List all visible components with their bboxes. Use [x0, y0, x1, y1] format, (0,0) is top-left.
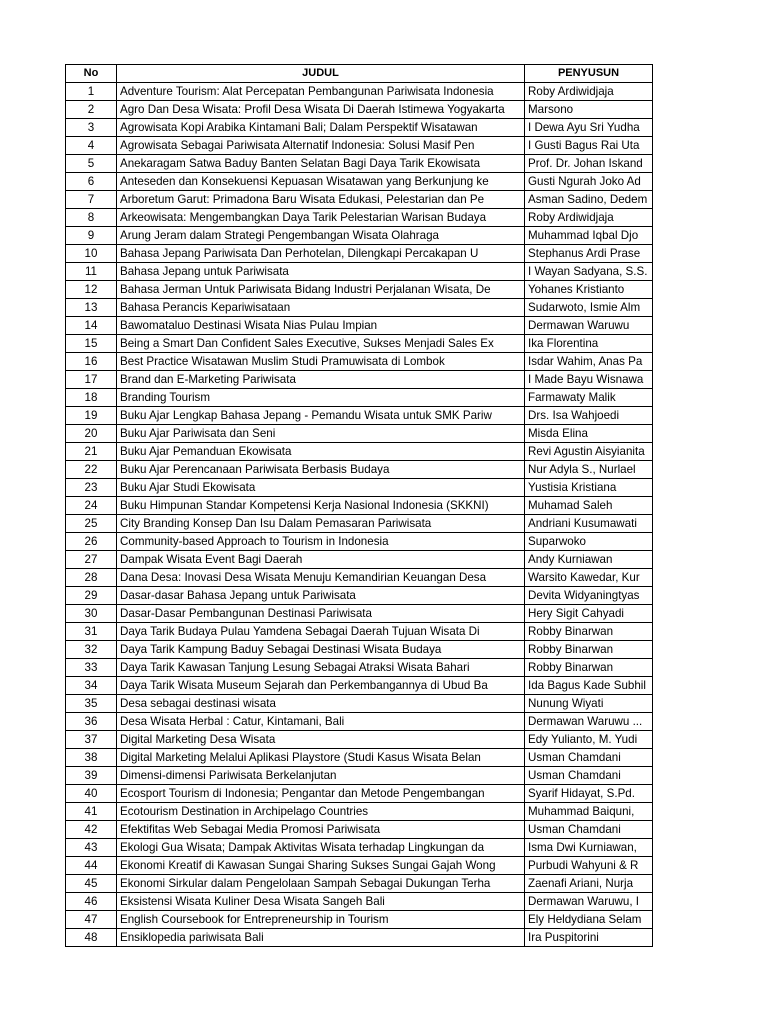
book-title: Dasar-Dasar Pembangunan Destinasi Pariwisata [117, 605, 525, 623]
row-number: 3 [66, 119, 117, 137]
book-author: Dermawan Waruwu [525, 317, 653, 335]
book-title: Arung Jeram dalam Strategi Pengembangan Wisata Olahraga [117, 227, 525, 245]
book-author: I Made Bayu Wisnawa [525, 371, 653, 389]
book-title: Anekaragam Satwa Baduy Banten Selatan Bagi Daya Tarik Ekowisata [117, 155, 525, 173]
row-number: 39 [66, 767, 117, 785]
book-title: Brand dan E-Marketing Pariwisata [117, 371, 525, 389]
book-author: Andy Kurniawan [525, 551, 653, 569]
table-row [66, 695, 653, 713]
book-author: Robby Binarwan [525, 623, 653, 641]
book-title: Adventure Tourism: Alat Percepatan Pembangunan Pariwisata Indonesia [117, 83, 525, 101]
row-number: 34 [66, 677, 117, 695]
row-number: 20 [66, 425, 117, 443]
table-row [66, 569, 653, 587]
table-row [66, 875, 653, 893]
book-title: Agro Dan Desa Wisata: Profil Desa Wisata Di Daerah Istimewa Yogyakarta [117, 101, 525, 119]
row-number: 22 [66, 461, 117, 479]
table-row [66, 317, 653, 335]
table-row [66, 119, 653, 137]
book-author: Prof. Dr. Johan Iskand [525, 155, 653, 173]
book-author: Muhammad Baiquni, [525, 803, 653, 821]
book-title: Buku Ajar Pariwisata dan Seni [117, 425, 525, 443]
book-author: Drs. Isa Wahjoedi [525, 407, 653, 425]
table-row [66, 497, 653, 515]
row-number: 36 [66, 713, 117, 731]
book-author: Farmawaty Malik [525, 389, 653, 407]
row-number: 8 [66, 209, 117, 227]
table-row [66, 425, 653, 443]
table-row [66, 623, 653, 641]
book-title: Buku Ajar Lengkap Bahasa Jepang - Pemandu Wisata untuk SMK Pariw [117, 407, 525, 425]
book-author: Nur Adyla S., Nurlael [525, 461, 653, 479]
book-title: Daya Tarik Kawasan Tanjung Lesung Sebagai Atraksi Wisata Bahari [117, 659, 525, 677]
book-author: Devita Widyaningtyas [525, 587, 653, 605]
book-title: Ekonomi Kreatif di Kawasan Sungai Sharing Sukses Sungai Gajah Wong [117, 857, 525, 875]
book-title: Daya Tarik Kampung Baduy Sebagai Destinasi Wisata Budaya [117, 641, 525, 659]
row-number: 15 [66, 335, 117, 353]
header-penyusun: PENYUSUN [525, 65, 653, 83]
book-title: Arboretum Garut: Primadona Baru Wisata Edukasi, Pelestarian dan Pe [117, 191, 525, 209]
book-author: Ely Heldydiana Selam [525, 911, 653, 929]
table-row [66, 443, 653, 461]
book-author: Dermawan Waruwu, I [525, 893, 653, 911]
book-title: Ekologi Gua Wisata; Dampak Aktivitas Wisata terhadap Lingkungan da [117, 839, 525, 857]
book-author: Purbudi Wahyuni & R [525, 857, 653, 875]
book-author: Isdar Wahim, Anas Pa [525, 353, 653, 371]
row-number: 29 [66, 587, 117, 605]
table-row [66, 749, 653, 767]
table-row [66, 911, 653, 929]
book-author: Yohanes Kristianto [525, 281, 653, 299]
book-author: Revi Agustin Aisyianita [525, 443, 653, 461]
row-number: 5 [66, 155, 117, 173]
book-title: Community-based Approach to Tourism in Indonesia [117, 533, 525, 551]
row-number: 27 [66, 551, 117, 569]
row-number: 42 [66, 821, 117, 839]
book-title: Best Practice Wisatawan Muslim Studi Pramuwisata di Lombok [117, 353, 525, 371]
book-table [65, 64, 653, 947]
table-row [66, 587, 653, 605]
table-row [66, 659, 653, 677]
row-number: 32 [66, 641, 117, 659]
book-title: Daya Tarik Wisata Museum Sejarah dan Perkembangannya di Ubud Ba [117, 677, 525, 695]
book-title: Being a Smart Dan Confident Sales Executive, Sukses Menjadi Sales Ex [117, 335, 525, 353]
table-row [66, 191, 653, 209]
book-author: Hery Sigit Cahyadi [525, 605, 653, 623]
book-author: Isma Dwi Kurniawan, [525, 839, 653, 857]
book-author: Yustisia Kristiana [525, 479, 653, 497]
book-title: Buku Himpunan Standar Kompetensi Kerja Nasional Indonesia (SKKNI) [117, 497, 525, 515]
book-author: Ida Bagus Kade Subhil [525, 677, 653, 695]
row-number: 40 [66, 785, 117, 803]
book-title: Digital Marketing Melalui Aplikasi Playstore (Studi Kasus Wisata Belan [117, 749, 525, 767]
table-row [66, 371, 653, 389]
table-row [66, 803, 653, 821]
header-judul: JUDUL [117, 65, 525, 83]
book-list-sheet [65, 64, 653, 947]
book-author: Nunung Wiyati [525, 695, 653, 713]
table-row [66, 101, 653, 119]
table-row [66, 353, 653, 371]
row-number: 35 [66, 695, 117, 713]
row-number: 17 [66, 371, 117, 389]
table-row [66, 605, 653, 623]
row-number: 19 [66, 407, 117, 425]
book-author: Edy Yulianto, M. Yudi [525, 731, 653, 749]
table-row [66, 407, 653, 425]
book-title: Bahasa Jerman Untuk Pariwisata Bidang Industri Perjalanan Wisata, De [117, 281, 525, 299]
book-title: Ecosport Tourism di Indonesia; Pengantar dan Metode Pengembangan [117, 785, 525, 803]
row-number: 14 [66, 317, 117, 335]
book-author: I Wayan Sadyana, S.S. [525, 263, 653, 281]
book-title: City Branding Konsep Dan Isu Dalam Pemasaran Pariwisata [117, 515, 525, 533]
table-row [66, 173, 653, 191]
row-number: 30 [66, 605, 117, 623]
table-row [66, 551, 653, 569]
row-number: 21 [66, 443, 117, 461]
book-author: Robby Binarwan [525, 641, 653, 659]
table-body [66, 83, 653, 947]
row-number: 31 [66, 623, 117, 641]
book-author: Usman Chamdani [525, 821, 653, 839]
row-number: 48 [66, 929, 117, 947]
table-row [66, 821, 653, 839]
table-row [66, 263, 653, 281]
table-row [66, 245, 653, 263]
book-title: Buku Ajar Studi Ekowisata [117, 479, 525, 497]
book-author: Marsono [525, 101, 653, 119]
book-author: Muhammad Iqbal Djo [525, 227, 653, 245]
book-title: Desa sebagai destinasi wisata [117, 695, 525, 713]
table-row [66, 281, 653, 299]
book-title: Anteseden dan Konsekuensi Kepuasan Wisatawan yang Berkunjung ke [117, 173, 525, 191]
book-author: Syarif Hidayat, S.Pd. [525, 785, 653, 803]
row-number: 37 [66, 731, 117, 749]
table-row [66, 389, 653, 407]
table-row [66, 83, 653, 101]
table-row [66, 155, 653, 173]
book-author: I Gusti Bagus Rai Uta [525, 137, 653, 155]
book-title: Ekonomi Sirkular dalam Pengelolaan Sampah Sebagai Dukungan Terha [117, 875, 525, 893]
row-number: 25 [66, 515, 117, 533]
book-author: Usman Chamdani [525, 767, 653, 785]
book-title: Dasar-dasar Bahasa Jepang untuk Pariwisata [117, 587, 525, 605]
table-row [66, 227, 653, 245]
book-author: Asman Sadino, Dedem [525, 191, 653, 209]
book-title: Desa Wisata Herbal : Catur, Kintamani, Bali [117, 713, 525, 731]
book-title: Bahasa Jepang untuk Pariwisata [117, 263, 525, 281]
book-title: Buku Ajar Perencanaan Pariwisata Berbasis Budaya [117, 461, 525, 479]
row-number: 26 [66, 533, 117, 551]
table-row [66, 893, 653, 911]
row-number: 12 [66, 281, 117, 299]
book-author: Muhamad Saleh [525, 497, 653, 515]
book-author: Gusti Ngurah Joko Ad [525, 173, 653, 191]
table-row [66, 767, 653, 785]
book-title: Dimensi-dimensi Pariwisata Berkelanjutan [117, 767, 525, 785]
row-number: 46 [66, 893, 117, 911]
row-number: 28 [66, 569, 117, 587]
header-row [66, 65, 653, 83]
row-number: 18 [66, 389, 117, 407]
row-number: 7 [66, 191, 117, 209]
book-author: Ira Puspitorini [525, 929, 653, 947]
table-row [66, 209, 653, 227]
book-title: English Coursebook for Entrepreneurship in Tourism [117, 911, 525, 929]
table-row [66, 335, 653, 353]
book-author: Misda Elina [525, 425, 653, 443]
table-row [66, 299, 653, 317]
book-author: Robby Binarwan [525, 659, 653, 677]
book-title: Daya Tarik Budaya Pulau Yamdena Sebagai Daerah Tujuan Wisata Di [117, 623, 525, 641]
book-title: Efektifitas Web Sebagai Media Promosi Pariwisata [117, 821, 525, 839]
row-number: 43 [66, 839, 117, 857]
row-number: 41 [66, 803, 117, 821]
row-number: 44 [66, 857, 117, 875]
row-number: 45 [66, 875, 117, 893]
row-number: 1 [66, 83, 117, 101]
book-title: Agrowisata Kopi Arabika Kintamani Bali; Dalam Perspektif Wisatawan [117, 119, 525, 137]
row-number: 10 [66, 245, 117, 263]
book-author: Usman Chamdani [525, 749, 653, 767]
table-row [66, 785, 653, 803]
book-author: I Dewa Ayu Sri Yudha [525, 119, 653, 137]
book-title: Dana Desa: Inovasi Desa Wisata Menuju Kemandirian Keuangan Desa [117, 569, 525, 587]
row-number: 47 [66, 911, 117, 929]
table-row [66, 479, 653, 497]
book-author: Suparwoko [525, 533, 653, 551]
book-author: Stephanus Ardi Prase [525, 245, 653, 263]
book-title: Bawomataluo Destinasi Wisata Nias Pulau Impian [117, 317, 525, 335]
header-no: No [66, 65, 117, 83]
table-row [66, 839, 653, 857]
row-number: 4 [66, 137, 117, 155]
table-row [66, 461, 653, 479]
row-number: 13 [66, 299, 117, 317]
book-title: Dampak Wisata Event Bagi Daerah [117, 551, 525, 569]
row-number: 23 [66, 479, 117, 497]
table-row [66, 857, 653, 875]
table-row [66, 929, 653, 947]
book-title: Eksistensi Wisata Kuliner Desa Wisata Sangeh Bali [117, 893, 525, 911]
book-title: Buku Ajar Pemanduan Ekowisata [117, 443, 525, 461]
book-author: Andriani Kusumawati [525, 515, 653, 533]
book-author: Roby Ardiwidjaja [525, 209, 653, 227]
table-row [66, 677, 653, 695]
book-title: Ecotourism Destination in Archipelago Countries [117, 803, 525, 821]
row-number: 2 [66, 101, 117, 119]
table-row [66, 713, 653, 731]
row-number: 16 [66, 353, 117, 371]
table-row [66, 515, 653, 533]
table-row [66, 641, 653, 659]
book-author: Warsito Kawedar, Kur [525, 569, 653, 587]
book-author: Sudarwoto, Ismie Alm [525, 299, 653, 317]
row-number: 9 [66, 227, 117, 245]
table-row [66, 137, 653, 155]
book-title: Arkeowisata: Mengembangkan Daya Tarik Pelestarian Warisan Budaya [117, 209, 525, 227]
book-title: Ensiklopedia pariwisata Bali [117, 929, 525, 947]
book-author: Dermawan Waruwu ... [525, 713, 653, 731]
book-title: Bahasa Perancis Kepariwisataan [117, 299, 525, 317]
table-row [66, 533, 653, 551]
book-title: Branding Tourism [117, 389, 525, 407]
row-number: 38 [66, 749, 117, 767]
book-title: Agrowisata Sebagai Pariwisata Alternatif Indonesia: Solusi Masif Pen [117, 137, 525, 155]
book-title: Bahasa Jepang Pariwisata Dan Perhotelan, Dilengkapi Percakapan U [117, 245, 525, 263]
table-row [66, 731, 653, 749]
book-author: Roby Ardiwidjaja [525, 83, 653, 101]
book-author: Ika Florentina [525, 335, 653, 353]
book-title: Digital Marketing Desa Wisata [117, 731, 525, 749]
row-number: 33 [66, 659, 117, 677]
row-number: 6 [66, 173, 117, 191]
row-number: 24 [66, 497, 117, 515]
row-number: 11 [66, 263, 117, 281]
book-author: Zaenafi Ariani, Nurja [525, 875, 653, 893]
